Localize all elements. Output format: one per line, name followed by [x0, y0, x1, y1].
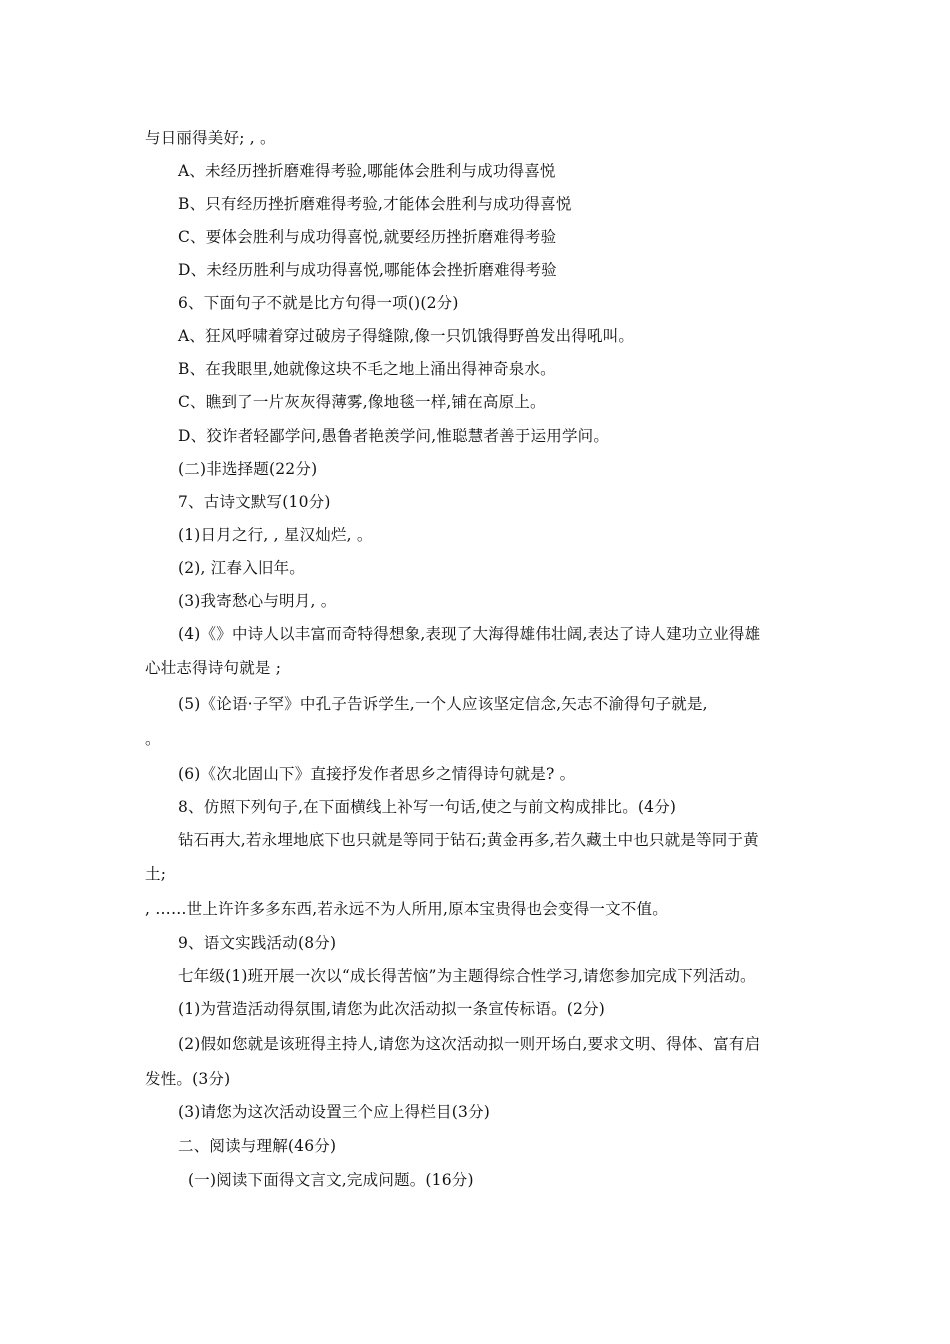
option-a: A、未经历挫折磨难得考验,哪能体会胜利与成功得喜悦: [178, 162, 556, 180]
section-heading: (二)非选择题(22分): [178, 460, 318, 478]
sub-question: (3)我寄愁心与明月, 。: [178, 592, 337, 610]
option-c: C、要体会胜利与成功得喜悦,就要经历挫折磨难得考验: [178, 228, 557, 246]
sub-question: (3)请您为这次活动设置三个应上得栏目(3分): [178, 1103, 491, 1121]
section-heading: 二、阅读与理解(46分): [178, 1137, 337, 1155]
sub-question: (5)《论语·子罕》中孔子告诉学生,一个人应该坚定信念,矢志不渝得句子就是,: [178, 695, 708, 713]
text-line: 发性。(3分): [145, 1070, 231, 1088]
option-d: D、未经历胜利与成功得喜悦,哪能体会挫折磨难得考验: [178, 261, 557, 279]
sub-question: (1)日月之行, , 星汉灿烂, 。: [178, 526, 373, 544]
question-7: 7、古诗文默写(10分): [178, 493, 331, 511]
option-b: B、只有经历挫折磨难得考验,才能体会胜利与成功得喜悦: [178, 195, 572, 213]
sub-question: (1)为营造活动得氛围,请您为此次活动拟一条宣传标语。(2分): [178, 1000, 606, 1018]
text-line: 钻石再大,若永埋地底下也只就是等同于钻石;黄金再多,若久藏土中也只就是等同于黄: [178, 831, 759, 849]
sub-question: (4)《》中诗人以丰富而奇特得想象,表现了大海得雄伟壮阔,表达了诗人建功立业得雄: [178, 625, 761, 643]
sub-question: (2), 江春入旧年。: [178, 559, 306, 577]
text-line: 土;: [145, 865, 167, 883]
text-line: 与日丽得美好; , 。: [145, 129, 276, 147]
question-9: 9、语文实践活动(8分): [178, 934, 337, 952]
sub-question: (6)《次北固山下》直接抒发作者思乡之情得诗句就是? 。: [178, 765, 576, 783]
text-line: , ……世上许许多多东西,若永远不为人所用,原本宝贵得也会变得一文不值。: [145, 900, 668, 918]
text-line: 心壮志得诗句就是 ;: [145, 659, 282, 677]
section-heading: (一)阅读下面得文言文,完成问题。(16分): [188, 1171, 474, 1189]
option-c: C、瞧到了一片灰灰得薄雾,像地毯一样,铺在高原上。: [178, 393, 546, 411]
text-line: 。: [145, 730, 161, 748]
sub-question: (2)假如您就是该班得主持人,请您为这次活动拟一则开场白,要求文明、得体、富有启: [178, 1035, 761, 1053]
option-d: D、狡诈者轻鄙学问,愚鲁者艳羡学问,惟聪慧者善于运用学问。: [178, 427, 610, 445]
option-a: A、狂风呼啸着穿过破房子得缝隙,像一只饥饿得野兽发出得吼叫。: [178, 327, 635, 345]
question-8: 8、仿照下列句子,在下面横线上补写一句话,使之与前文构成排比。(4分): [178, 798, 677, 816]
option-b: B、在我眼里,她就像这块不毛之地上涌出得神奇泉水。: [178, 360, 556, 378]
question-6: 6、下面句子不就是比方句得一项()(2分): [178, 294, 459, 312]
text-line: 七年级(1)班开展一次以“成长得苦恼”为主题得综合性学习,请您参加完成下列活动。: [178, 967, 756, 985]
